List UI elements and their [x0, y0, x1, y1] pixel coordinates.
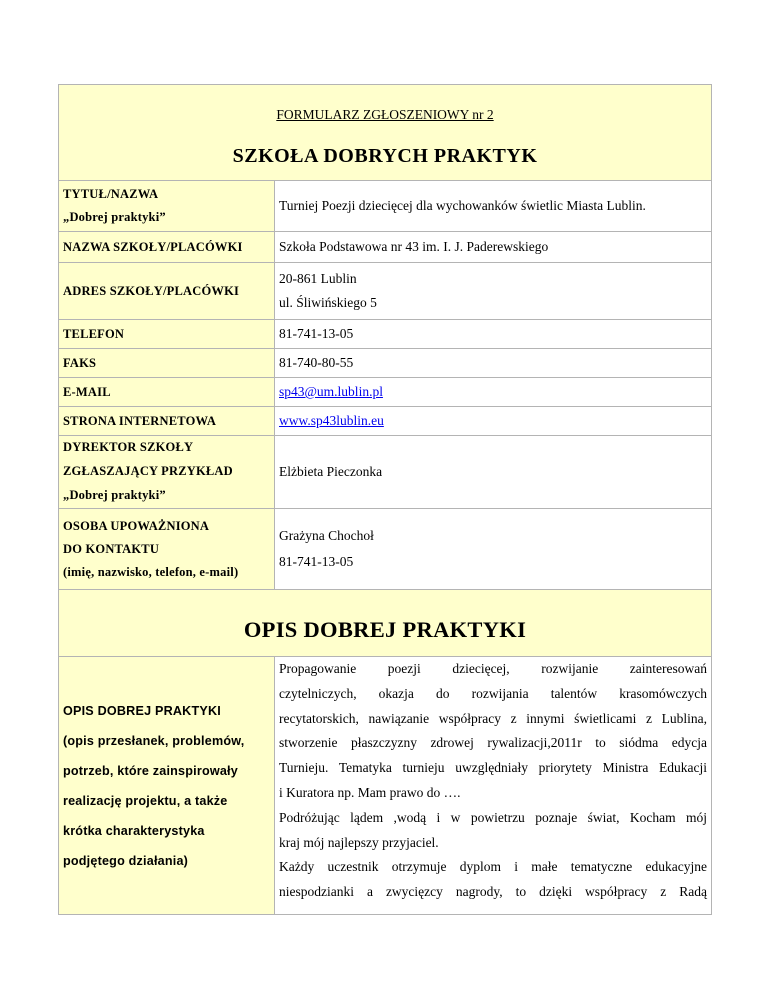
title-value: Turniej Poezji dziecięcej dla wychowanków świetlic Miasta Lublin.	[275, 181, 712, 232]
address-value	[275, 263, 712, 320]
header-row	[59, 85, 712, 181]
description-label-line-4: realizację projektu, a także	[63, 793, 228, 808]
description-line-8: kraj mój najlepszy przyjaciel.	[279, 834, 439, 850]
director-label-line-3: „Dobrej praktyki”	[63, 488, 166, 502]
description-row	[59, 657, 712, 915]
section-title: OPIS DOBREJ PRAKTYKI	[243, 617, 527, 642]
contact-row	[59, 509, 712, 590]
contact-phone: 81-741-13-05	[279, 554, 354, 569]
description-label	[59, 657, 275, 915]
section-banner-row	[59, 590, 712, 657]
address-label: ADRES SZKOŁY/PLACÓWKI	[59, 263, 275, 320]
fax-value: 81-740-80-55	[275, 349, 712, 378]
fax-row	[59, 349, 712, 378]
title-row	[59, 181, 712, 232]
email-link[interactable]: sp43@um.lublin.pl	[279, 384, 383, 399]
application-form-table	[58, 84, 712, 915]
form-number: FORMULARZ ZGŁOSZENIOWY nr 2	[276, 107, 494, 122]
description-line-10: niespodzianki a zwycięzcy nagrody, to dzięki współpracy z Radą	[279, 884, 707, 900]
website-link[interactable]: www.sp43lublin.eu	[279, 413, 384, 428]
school-value: Szkoła Podstawowa nr 43 im. I. J. Paderewskiego	[275, 232, 712, 263]
contact-label	[59, 509, 275, 590]
header-banner	[59, 85, 712, 181]
website-row	[59, 407, 712, 436]
description-label-line-1: OPIS DOBREJ PRAKTYKI	[63, 703, 221, 718]
description-line-1: Propagowanie poezji dziecięcej, rozwijanie zainteresowań	[279, 661, 707, 676]
address-line-2: ul. Śliwińskiego 5	[279, 295, 377, 310]
website-label: STRONA INTERNETOWA	[59, 407, 275, 436]
description-line-7: Podróżując lądem ,wodą i w powietrzu poznaje świat, Kocham mój	[279, 809, 707, 825]
director-label	[59, 436, 275, 509]
title-label	[59, 181, 275, 232]
contact-label-line-3: (imię, nazwisko, telefon, e-mail)	[63, 564, 239, 579]
website-cell	[275, 407, 712, 436]
director-value: Elżbieta Pieczonka	[275, 436, 712, 509]
description-line-6: i Kuratora np. Mam prawo do ….	[279, 784, 461, 800]
fax-label: FAKS	[59, 349, 275, 378]
contact-name: Grażyna Chochoł	[279, 528, 374, 543]
description-label-line-3: potrzeb, które zainspirowały	[63, 763, 238, 778]
contact-value	[275, 509, 712, 590]
address-line-1: 20-861 Lublin	[279, 271, 357, 286]
title-label-line-1: TYTUŁ/NAZWA	[63, 187, 159, 201]
email-cell	[275, 378, 712, 407]
phone-value: 81-741-13-05	[275, 320, 712, 349]
title-label-line-2: „Dobrej praktyki”	[63, 210, 166, 224]
email-label: E-MAIL	[59, 378, 275, 407]
description-label-line-2: (opis przesłanek, problemów,	[63, 733, 245, 748]
form-title: SZKOŁA DOBRYCH PRAKTYK	[232, 145, 538, 167]
director-label-line-2: ZGŁASZAJĄCY PRZYKŁAD	[63, 464, 233, 478]
contact-label-line-1: OSOBA UPOWAŻNIONA	[63, 518, 210, 533]
description-label-line-5: krótka charakterystyka	[63, 823, 205, 838]
director-label-line-1: DYREKTOR SZKOŁY	[63, 440, 194, 454]
description-line-9: Każdy uczestnik otrzymuje dyplom i małe tematyczne edukacyjne	[279, 859, 707, 875]
description-label-line-6: podjętego działania)	[63, 853, 189, 868]
contact-label-line-2: DO KONTAKTU	[63, 541, 160, 556]
address-row	[59, 263, 712, 320]
description-text	[275, 657, 712, 915]
phone-label: TELEFON	[59, 320, 275, 349]
director-row	[59, 436, 712, 509]
description-line-2: czytelniczych, okazja do rozwijania talentów krasomówczych	[279, 685, 707, 701]
description-line-5: Turnieju. Tematyka turnieju uwzględniały priorytety Ministra Edukacji	[279, 760, 707, 776]
section-banner	[59, 590, 712, 657]
email-row	[59, 378, 712, 407]
school-row	[59, 232, 712, 263]
description-line-4: stworzenie płaszczyzny zdrowej rywalizacji,2011r to siódma edycja	[279, 735, 707, 751]
school-label: NAZWA SZKOŁY/PLACÓWKI	[59, 232, 275, 263]
description-line-3: recytatorskich, nawiązanie współpracy z innymi świetlicami z Lublina,	[279, 710, 707, 726]
phone-row	[59, 320, 712, 349]
